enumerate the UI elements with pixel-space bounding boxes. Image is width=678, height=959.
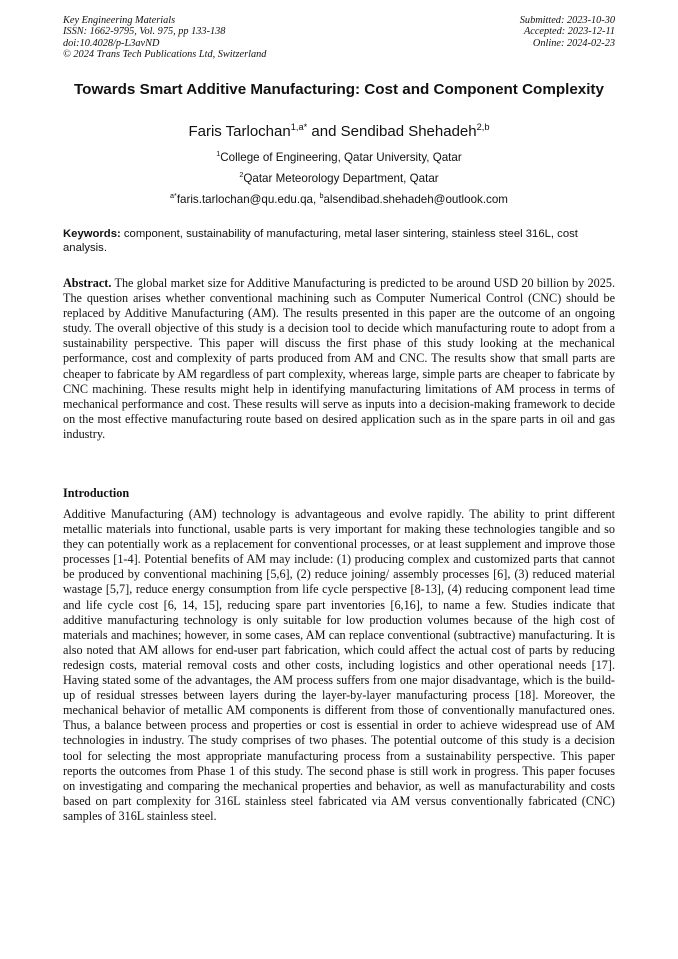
- accepted-date: Accepted: 2023-12-11: [523, 26, 615, 38]
- email-2: alsendibad.shehadeh@outlook.com: [323, 193, 508, 206]
- journal-header-right: [520, 15, 615, 49]
- keywords-label: Keywords:: [63, 228, 121, 240]
- abstract-paragraph: [63, 276, 615, 442]
- journal-name: Key Engineering Materials: [63, 15, 176, 26]
- introduction-paragraph: Additive Manufacturing (AM) technology is advantageous and evolve rapidly. The ability to print different metallic materials into functional, usable parts is very important for making these technologies tangible and so they can potentially work as a replacement for conventional processes, or at least supplement and improve those processes [1-4]. Potential benefits of AM may include: (1) producing complex and customized parts that cannot be produced by conventional machining [5,6], (2) reduce joining/ assembly processes [6], (3) reduced material wastage [5,7], reduce energy consumption from life cycle perspective [8-13], (4) reducing component lead time and life cycle cost [6, 14, 15], reducing spare part inventories [6,16], to name a few. Studies indicate that additive manufacturing technology is only suitable for low production volumes because of the high cost of materials and machines; however, in some cases, AM can replace conventional (subtractive) manufacturing. It is also noted that AM allows for end-user part fabrication, which could affect the actual cost of parts by reducing redesign costs, material removal costs and other costs, including logistics and other operational needs [17]. Having stated some of the advantages, the AM process suffers from one major disadvantage, which is the build-up of residual stresses between layers during the layer-by-layer manufacturing process [18]. Moreover, the mechanical behavior of metallic AM components is different from those of conventionally manufactured ones. Thus, a balance between process and properties or cost is essential in order to achieve widespread use of AM technologies in industry. The study comprises of two phases. The potential outcome of this study is a decision tool for selecting the most appropriate manufacturing process from a sustainability perspective. This paper reports the outcomes from Phase 1 of this study. The second phase is still work in progress. This paper focuses on investigating and comparing the mechanical properties and behavior, as well as manufacturability and costs based on part complexity for 316L stainless steel fabricated via AM versus conventionally fabricated (CNC) samples of 316L stainless steel.: [63, 507, 615, 823]
- affiliation-2: [60, 172, 618, 186]
- affiliation-2-marker: 2: [239, 170, 244, 180]
- copyright: © 2024 Trans Tech Publications Ltd, Switzerland: [63, 49, 267, 61]
- keywords-text: component, sustainability of manufacturing, metal laser sintering, stainless steel 316L, cost analysis.: [63, 228, 578, 254]
- doi: doi:10.4028/p-L3avND: [63, 37, 160, 49]
- author-1-affiliation-marker: 1,a*: [290, 122, 308, 132]
- author-conjunction: and: [307, 123, 341, 140]
- paper-title: Towards Smart Additive Manufacturing: Cost and Component Complexity: [74, 81, 604, 98]
- online-date: Online: 2024-02-23: [532, 37, 615, 49]
- author-2: Sendibad Shehadeh: [340, 123, 477, 140]
- author-emails: [60, 193, 618, 207]
- abstract-label: Abstract.: [63, 276, 112, 290]
- author-2-affiliation-marker: 2,b: [476, 122, 490, 132]
- email-1-marker: a*: [170, 191, 177, 201]
- author-1: Faris Tarlochan: [188, 123, 291, 140]
- keywords-paragraph: [63, 227, 615, 255]
- email-2-marker: b: [319, 191, 324, 201]
- abstract-text: The global market size for Additive Manufacturing is predicted to be around USD 20 billion by 2025. The question arises whether conventional machining such as Computer Numerical Control (CNC) should be replaced by Additive Manufacturing (AM). The results presented in this paper are the outcome of an ongoing study. The overall objective of this study is a decision tool to decide which manufacturing route to adopt from a sustainability perspective. This paper will discuss the first phase of this study looking at the mechanical performance, cost and complexity of parts produced from AM and CNC. The results show that small parts are cheaper to fabricate by AM regardless of part complexity, whereas large, simple parts are cheaper to fabricate by CNC machining. These results might help in identifying manufacturing limitations of AM process in terms of mechanical performance and cost. These results will serve as inputs into a decision-making framework to decide on the most effective manufacturing route based on desired application such as in the spare parts in oil and gas industry.: [63, 276, 615, 441]
- journal-header-left: [63, 15, 266, 61]
- affiliation-1: [60, 151, 618, 165]
- email-1: faris.tarlochan@qu.edu.qa,: [176, 193, 320, 206]
- affiliation-1-marker: 1: [216, 149, 221, 159]
- submitted-date: Submitted: 2023-10-30: [519, 15, 615, 26]
- introduction-heading: Introduction: [63, 486, 130, 500]
- author-line: [60, 123, 618, 141]
- affiliation-2-text: Qatar Meteorology Department, Qatar: [243, 172, 439, 185]
- affiliation-1-text: College of Engineering, Qatar University, Qatar: [220, 151, 462, 164]
- issn-volume: ISSN: 1662-9795, Vol. 975, pp 133-138: [63, 26, 226, 38]
